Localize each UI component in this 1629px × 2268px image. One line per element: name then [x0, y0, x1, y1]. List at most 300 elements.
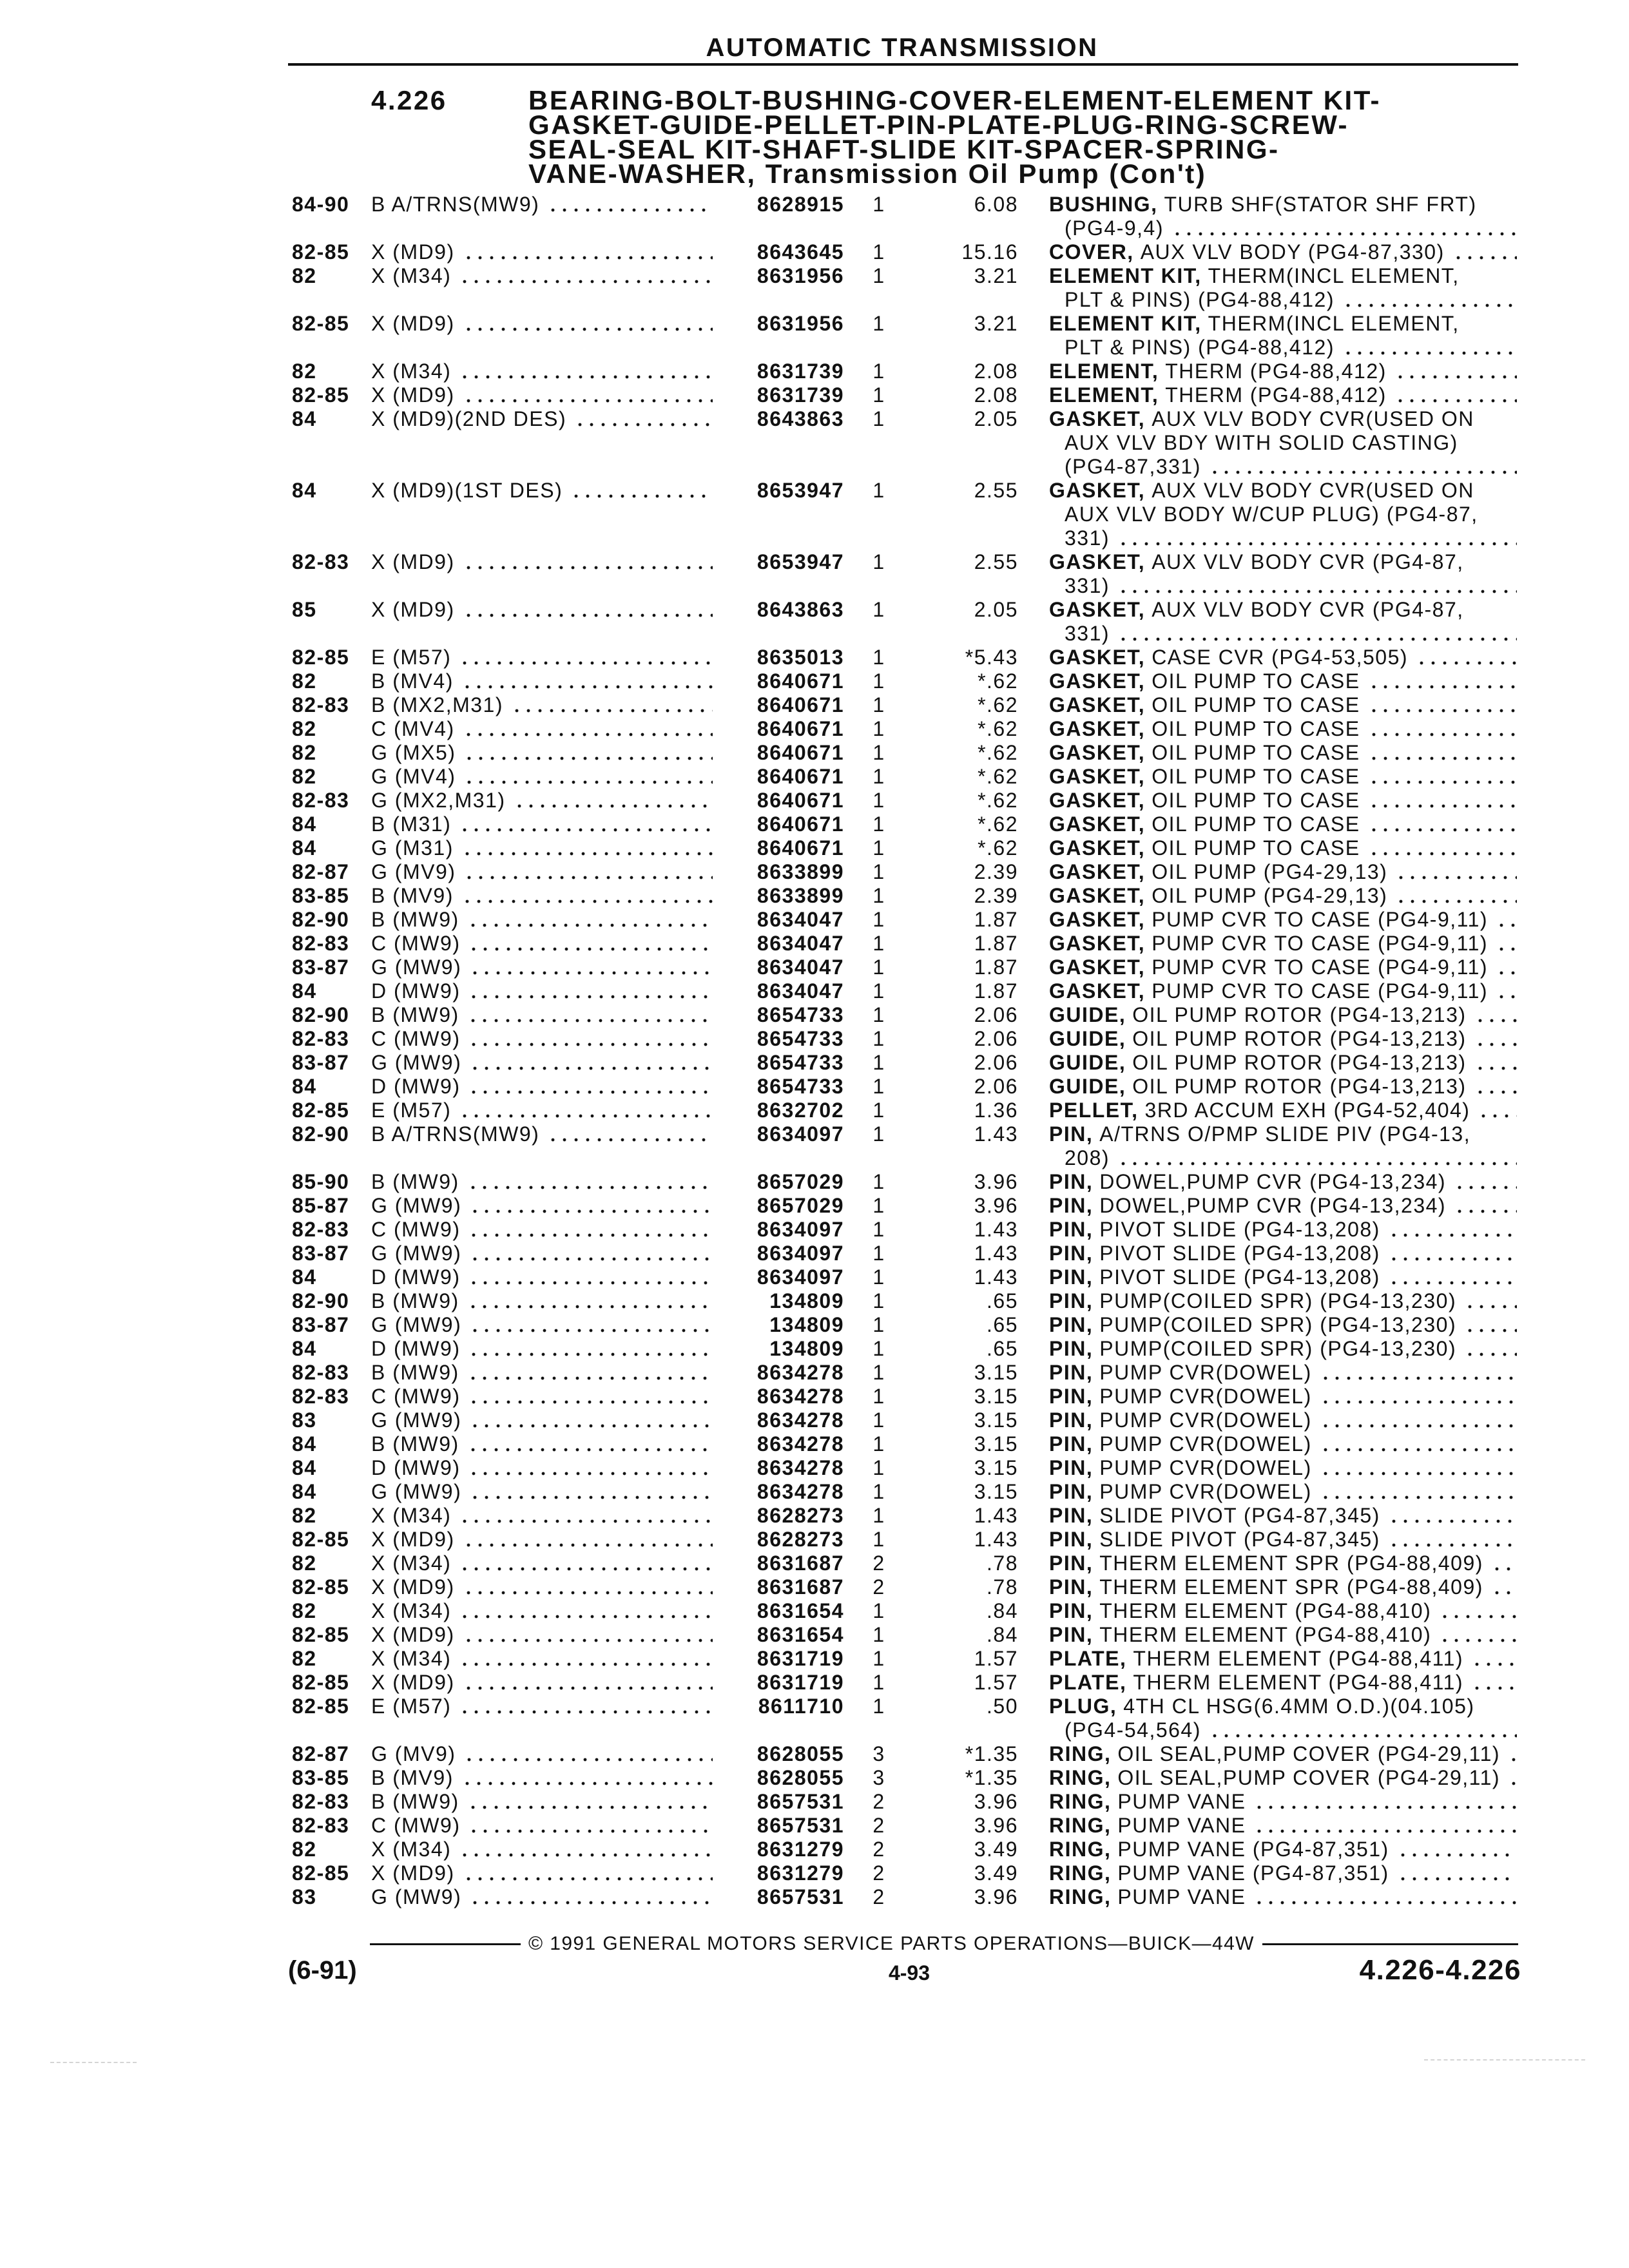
price: 1.43	[974, 1242, 1018, 1265]
row-main-line	[0, 1003, 1629, 1027]
part-description: PUMP CVR(DOWEL)	[1099, 1480, 1312, 1503]
dot-leader	[1508, 1742, 1517, 1766]
table-row	[0, 1194, 1629, 1218]
part-name: GASKET,	[1049, 407, 1146, 430]
table-row	[0, 312, 1629, 360]
part-number: 8634278	[757, 1480, 844, 1503]
quantity: 1	[872, 1599, 885, 1622]
table-row	[0, 908, 1629, 932]
price: 3.15	[974, 1408, 1018, 1432]
table-row	[0, 1385, 1629, 1408]
dot-leader	[461, 884, 713, 908]
model-code-cell	[371, 1313, 713, 1337]
part-number: 8634097	[757, 1242, 844, 1265]
part-description-continued: 331)	[1065, 526, 1110, 550]
row-main-line	[0, 1361, 1629, 1385]
part-description: OIL PUMP ROTOR (PG4-13,213)	[1132, 1051, 1467, 1074]
model-code-cell	[371, 407, 713, 431]
price: 3.96	[974, 1885, 1018, 1908]
row-main-line	[0, 1861, 1629, 1885]
model-code: G (MW9)	[371, 956, 462, 979]
quantity: 1	[872, 1456, 885, 1479]
model-years: 83-87	[292, 956, 350, 979]
model-years: 82-85	[292, 1861, 350, 1885]
part-name: GASKET,	[1049, 741, 1146, 764]
table-row	[0, 789, 1629, 812]
dot-leader	[1496, 956, 1517, 979]
model-code-cell	[371, 1075, 713, 1099]
part-name: PIN,	[1049, 1528, 1094, 1551]
quantity: 1	[872, 1432, 885, 1456]
description-cell	[1049, 1027, 1517, 1051]
footer-page-number: 4-93	[888, 1961, 930, 1984]
dot-leader	[463, 1671, 713, 1695]
part-name: GASKET,	[1049, 956, 1146, 979]
part-name: PIN,	[1049, 1480, 1094, 1503]
description-cell	[1049, 1170, 1517, 1194]
model-years: 84	[292, 479, 317, 502]
dot-leader	[1368, 836, 1517, 860]
model-code: X (MD9)	[371, 1528, 455, 1551]
model-code: E (M57)	[371, 1099, 452, 1122]
section-title-line: VANE-WASHER, Transmission Oil Pump (Con't)	[528, 159, 1207, 189]
dot-leader	[461, 1766, 713, 1790]
row-main-line	[0, 1575, 1629, 1599]
part-description-continued: (PG4-87,331)	[1065, 455, 1201, 478]
model-code-cell	[371, 383, 713, 407]
model-years: 82	[292, 1552, 317, 1575]
part-description: OIL PUMP ROTOR (PG4-13,213)	[1132, 1003, 1467, 1026]
price: 1.57	[974, 1647, 1018, 1670]
model-years: 84	[292, 836, 317, 860]
model-code-cell	[371, 646, 713, 669]
model-code: D (MW9)	[371, 1337, 461, 1360]
model-code-cell	[371, 1575, 713, 1599]
part-number: 8631687	[757, 1575, 844, 1599]
model-years: 82-85	[292, 312, 350, 335]
model-years: 82-83	[292, 789, 350, 812]
quantity: 1	[872, 1194, 885, 1217]
model-code-cell	[371, 1361, 713, 1385]
price: 2.06	[974, 1075, 1018, 1098]
table-row	[0, 1838, 1629, 1861]
quantity: 1	[872, 1504, 885, 1527]
table-row	[0, 860, 1629, 884]
dot-leader	[469, 1313, 713, 1337]
price: 3.96	[974, 1790, 1018, 1813]
table-row	[0, 1099, 1629, 1122]
model-code: B (MW9)	[371, 1790, 459, 1813]
row-main-line	[0, 312, 1629, 336]
table-row	[0, 383, 1629, 407]
part-description: PUMP VANE (PG4-87,351)	[1117, 1838, 1389, 1861]
model-years: 82-83	[292, 693, 350, 716]
model-years: 82-85	[292, 1671, 350, 1694]
description-cell	[1049, 1861, 1517, 1885]
row-main-line	[0, 598, 1629, 622]
table-row	[0, 240, 1629, 264]
table-row	[0, 1337, 1629, 1361]
dot-leader	[1395, 884, 1517, 908]
dot-leader	[1394, 383, 1517, 407]
row-continuation-line	[0, 503, 1629, 526]
part-description: THERM ELEMENT (PG4-88,411)	[1133, 1647, 1464, 1670]
row-main-line	[0, 1742, 1629, 1766]
quantity: 1	[872, 669, 885, 693]
model-code-cell	[371, 860, 713, 884]
dot-leader	[1320, 1432, 1517, 1456]
description-cell	[1049, 1599, 1517, 1623]
dot-leader	[1171, 216, 1517, 240]
dot-leader	[1388, 1504, 1517, 1528]
price: *5.43	[965, 646, 1018, 669]
description-continuation	[1065, 622, 1517, 646]
row-continuation-line	[0, 574, 1629, 598]
model-years: 84	[292, 1480, 317, 1503]
quantity: 1	[872, 240, 885, 264]
quantity: 1	[872, 1265, 885, 1289]
part-description: SLIDE PIVOT (PG4-87,345)	[1099, 1528, 1380, 1551]
part-description-continued: 331)	[1065, 622, 1110, 645]
part-name: PIN,	[1049, 1122, 1094, 1146]
table-row	[0, 1242, 1629, 1265]
dot-leader	[1117, 622, 1517, 646]
part-description: AUX VLV BODY CVR (PG4-87,	[1152, 598, 1464, 621]
row-continuation-line	[0, 431, 1629, 455]
part-name: PIN,	[1049, 1242, 1094, 1265]
part-description: PUMP(COILED SPR) (PG4-13,230)	[1099, 1337, 1457, 1360]
model-code: X (MD9)	[371, 383, 455, 407]
model-code: C (MW9)	[371, 1218, 461, 1241]
part-name: PLUG,	[1049, 1695, 1117, 1718]
model-code: B (MW9)	[371, 908, 459, 931]
part-name: GUIDE,	[1049, 1075, 1126, 1098]
part-name: GASKET,	[1049, 860, 1146, 883]
price: 1.36	[974, 1099, 1018, 1122]
part-description: PUMP CVR TO CASE (PG4-9,11)	[1152, 956, 1489, 979]
row-main-line	[0, 812, 1629, 836]
model-years: 82-85	[292, 1099, 350, 1122]
part-number: 8631719	[757, 1671, 844, 1694]
model-years: 82	[292, 741, 317, 764]
quantity: 1	[872, 1170, 885, 1193]
part-description: PUMP VANE	[1117, 1885, 1246, 1908]
part-name: RING,	[1049, 1885, 1112, 1908]
price: 3.96	[974, 1814, 1018, 1837]
part-name: GASKET,	[1049, 812, 1146, 836]
part-name: ELEMENT KIT,	[1049, 264, 1202, 287]
part-description-continued: (PG4-9,4)	[1065, 216, 1164, 240]
model-code-cell	[371, 1504, 713, 1528]
model-years: 83	[292, 1408, 317, 1432]
description-continuation	[1065, 431, 1517, 455]
part-number: 8633899	[757, 884, 844, 907]
section-title-line: SEAL-SEAL KIT-SHAFT-SLIDE KIT-SPACER-SPRING-	[528, 134, 1280, 164]
dot-leader	[467, 1432, 713, 1456]
row-main-line	[0, 765, 1629, 789]
row-continuation-line	[0, 1146, 1629, 1170]
dot-leader	[1388, 1242, 1517, 1265]
row-main-line	[0, 884, 1629, 908]
description-continuation	[1065, 336, 1517, 360]
model-years: 84	[292, 1075, 317, 1098]
description-cell	[1049, 1790, 1517, 1814]
dot-leader	[467, 1790, 713, 1814]
table-row	[0, 1003, 1629, 1027]
part-number: 8634097	[757, 1122, 844, 1146]
description-cell	[1049, 264, 1517, 288]
table-row	[0, 1075, 1629, 1099]
dot-leader	[1416, 646, 1517, 669]
row-main-line	[0, 1075, 1629, 1099]
model-years: 84	[292, 407, 317, 430]
model-code-cell	[371, 240, 713, 264]
part-description: OIL PUMP ROTOR (PG4-13,213)	[1132, 1075, 1467, 1098]
quantity: 1	[872, 1671, 885, 1694]
price: 3.21	[974, 264, 1018, 287]
row-main-line	[0, 360, 1629, 383]
part-description: PIVOT SLIDE (PG4-13,208)	[1099, 1265, 1380, 1289]
model-years: 84	[292, 1456, 317, 1479]
dot-leader	[1439, 1599, 1517, 1623]
part-name: COVER,	[1049, 240, 1134, 264]
model-code: X (M34)	[371, 264, 452, 287]
part-number: 8633899	[757, 860, 844, 883]
part-number: 8631956	[757, 264, 844, 287]
part-name: PIN,	[1049, 1265, 1094, 1289]
model-code-cell	[371, 1456, 713, 1480]
part-name: BUSHING,	[1049, 193, 1158, 216]
model-code: X (MD9)	[371, 1575, 455, 1599]
dot-leader	[468, 1075, 713, 1099]
dot-leader	[1368, 669, 1517, 693]
part-description: PUMP CVR TO CASE (PG4-9,11)	[1152, 932, 1489, 955]
quantity: 3	[872, 1766, 885, 1789]
part-number: 8631739	[757, 360, 844, 383]
part-name: GASKET,	[1049, 884, 1146, 907]
dot-leader	[459, 360, 713, 383]
model-code-cell	[371, 1742, 713, 1766]
model-years: 82-90	[292, 1122, 350, 1146]
model-code: B (MW9)	[371, 1361, 459, 1384]
model-years: 85-87	[292, 1194, 350, 1217]
table-row	[0, 407, 1629, 479]
dot-leader	[1478, 1099, 1517, 1122]
dot-leader	[1320, 1408, 1517, 1432]
dot-leader	[463, 383, 713, 407]
model-years: 82-85	[292, 1623, 350, 1646]
description-cell	[1049, 1623, 1517, 1647]
price: 3.15	[974, 1456, 1018, 1479]
row-main-line	[0, 741, 1629, 765]
part-name: RING,	[1049, 1861, 1112, 1885]
dot-leader	[1368, 717, 1517, 741]
part-name: PIN,	[1049, 1385, 1094, 1408]
part-number: 8654733	[757, 1027, 844, 1050]
price: .65	[987, 1289, 1018, 1312]
model-years: 82	[292, 1838, 317, 1861]
model-code: G (MX5)	[371, 741, 456, 764]
part-number: 8657029	[757, 1194, 844, 1217]
part-number: 8634047	[757, 956, 844, 979]
price: 3.15	[974, 1361, 1018, 1384]
dot-leader	[468, 932, 713, 956]
model-code: E (M57)	[371, 646, 452, 669]
dot-leader	[463, 312, 713, 336]
table-row	[0, 1552, 1629, 1575]
part-number: 8631956	[757, 312, 844, 335]
dot-leader	[463, 1528, 713, 1552]
row-main-line	[0, 1766, 1629, 1790]
part-name: RING,	[1049, 1742, 1112, 1765]
part-number: 8635013	[757, 646, 844, 669]
quantity: 1	[872, 1218, 885, 1241]
dot-leader	[469, 956, 713, 979]
part-description: OIL SEAL,PUMP COVER (PG4-29,11)	[1117, 1766, 1501, 1789]
model-code: X (M34)	[371, 1552, 452, 1575]
dot-leader	[1474, 1075, 1517, 1099]
dot-leader	[467, 1003, 713, 1027]
quantity: 1	[872, 765, 885, 788]
model-code-cell	[371, 264, 713, 288]
description-cell	[1049, 1838, 1517, 1861]
dot-leader	[547, 193, 713, 216]
dot-leader	[1397, 1861, 1517, 1885]
table-row	[0, 1623, 1629, 1647]
model-code: G (MW9)	[371, 1480, 462, 1503]
description-cell	[1049, 1337, 1517, 1361]
row-main-line	[0, 1456, 1629, 1480]
price: 1.87	[974, 956, 1018, 979]
dot-leader	[1471, 1671, 1517, 1695]
model-years: 83	[292, 1885, 317, 1908]
table-row	[0, 717, 1629, 741]
table-row	[0, 479, 1629, 550]
dot-leader	[463, 598, 713, 622]
part-number: 8657029	[757, 1170, 844, 1193]
part-name: PIN,	[1049, 1623, 1094, 1646]
dot-leader	[1253, 1814, 1517, 1838]
part-number: 8634097	[757, 1265, 844, 1289]
row-continuation-line	[0, 336, 1629, 360]
row-main-line	[0, 1790, 1629, 1814]
description-cell	[1049, 1313, 1517, 1337]
model-code-cell	[371, 479, 713, 503]
price: .78	[987, 1575, 1018, 1599]
row-continuation-line	[0, 1718, 1629, 1742]
part-description: THERM ELEMENT (PG4-88,410)	[1099, 1623, 1432, 1646]
price: .65	[987, 1313, 1018, 1336]
dot-leader	[459, 1599, 713, 1623]
quantity: 1	[872, 741, 885, 764]
table-row	[0, 264, 1629, 312]
part-description-continued: PLT & PINS) (PG4-88,412)	[1065, 336, 1335, 359]
quantity: 1	[872, 193, 885, 216]
part-name: GASKET,	[1049, 979, 1146, 1003]
quantity: 3	[872, 1742, 885, 1765]
scan-mark	[50, 2062, 137, 2063]
part-number: 8631739	[757, 383, 844, 407]
part-description: PUMP CVR TO CASE (PG4-9,11)	[1152, 979, 1489, 1003]
part-name: PIN,	[1049, 1456, 1094, 1479]
model-code: B (MW9)	[371, 1003, 459, 1026]
quantity: 2	[872, 1838, 885, 1861]
row-main-line	[0, 1218, 1629, 1242]
model-code: G (M31)	[371, 836, 454, 860]
quantity: 1	[872, 1289, 885, 1312]
dot-leader	[1117, 574, 1517, 598]
price: *1.35	[965, 1766, 1018, 1789]
row-main-line	[0, 789, 1629, 812]
table-row	[0, 1647, 1629, 1671]
part-number: 8657531	[757, 1885, 844, 1908]
model-code: X (MD9)	[371, 312, 455, 335]
quantity: 1	[872, 1361, 885, 1384]
quantity: 1	[872, 1242, 885, 1265]
description-cell	[1049, 1408, 1517, 1432]
price: *.62	[978, 693, 1018, 716]
model-years: 82-83	[292, 932, 350, 955]
row-main-line	[0, 1480, 1629, 1504]
row-main-line	[0, 1337, 1629, 1361]
row-main-line	[0, 1695, 1629, 1718]
part-description: PUMP(COILED SPR) (PG4-13,230)	[1099, 1313, 1457, 1336]
table-row	[0, 765, 1629, 789]
part-description: PUMP CVR(DOWEL)	[1099, 1408, 1312, 1432]
quantity: 1	[872, 717, 885, 740]
model-code-cell	[371, 193, 713, 216]
part-name: GASKET,	[1049, 598, 1146, 621]
row-main-line	[0, 1814, 1629, 1838]
model-code: X (MD9)	[371, 1623, 455, 1646]
model-code-cell	[371, 1337, 713, 1361]
price: 2.06	[974, 1027, 1018, 1050]
table-row	[0, 812, 1629, 836]
dot-leader	[463, 1575, 713, 1599]
model-code: X (MD9)	[371, 550, 455, 573]
row-main-line	[0, 1027, 1629, 1051]
description-cell	[1049, 1647, 1517, 1671]
description-continuation	[1065, 455, 1517, 479]
part-number: 8634278	[757, 1361, 844, 1384]
model-years: 82-90	[292, 908, 350, 931]
model-code: B (MW9)	[371, 1289, 459, 1312]
model-years: 85-90	[292, 1170, 350, 1193]
table-row	[0, 1814, 1629, 1838]
part-number: 8640671	[757, 836, 844, 860]
description-cell	[1049, 1075, 1517, 1099]
part-number: 8631654	[757, 1623, 844, 1646]
price: 3.49	[974, 1861, 1018, 1885]
table-row	[0, 1575, 1629, 1599]
quantity: 2	[872, 1552, 885, 1575]
model-code-cell	[371, 1027, 713, 1051]
model-years: 84	[292, 1337, 317, 1360]
description-cell	[1049, 1528, 1517, 1552]
dot-leader	[1320, 1385, 1517, 1408]
part-name: GASKET,	[1049, 908, 1146, 931]
dot-leader	[574, 407, 713, 431]
dot-leader	[1253, 1885, 1517, 1909]
price: .84	[987, 1599, 1018, 1622]
model-code: B (MV9)	[371, 1766, 454, 1789]
quantity: 1	[872, 1337, 885, 1360]
part-number: 8634047	[757, 908, 844, 931]
model-code: X (MD9)(2ND DES)	[371, 407, 567, 430]
quantity: 1	[872, 1003, 885, 1026]
model-code-cell	[371, 979, 713, 1003]
part-number: 8611710	[758, 1695, 844, 1718]
